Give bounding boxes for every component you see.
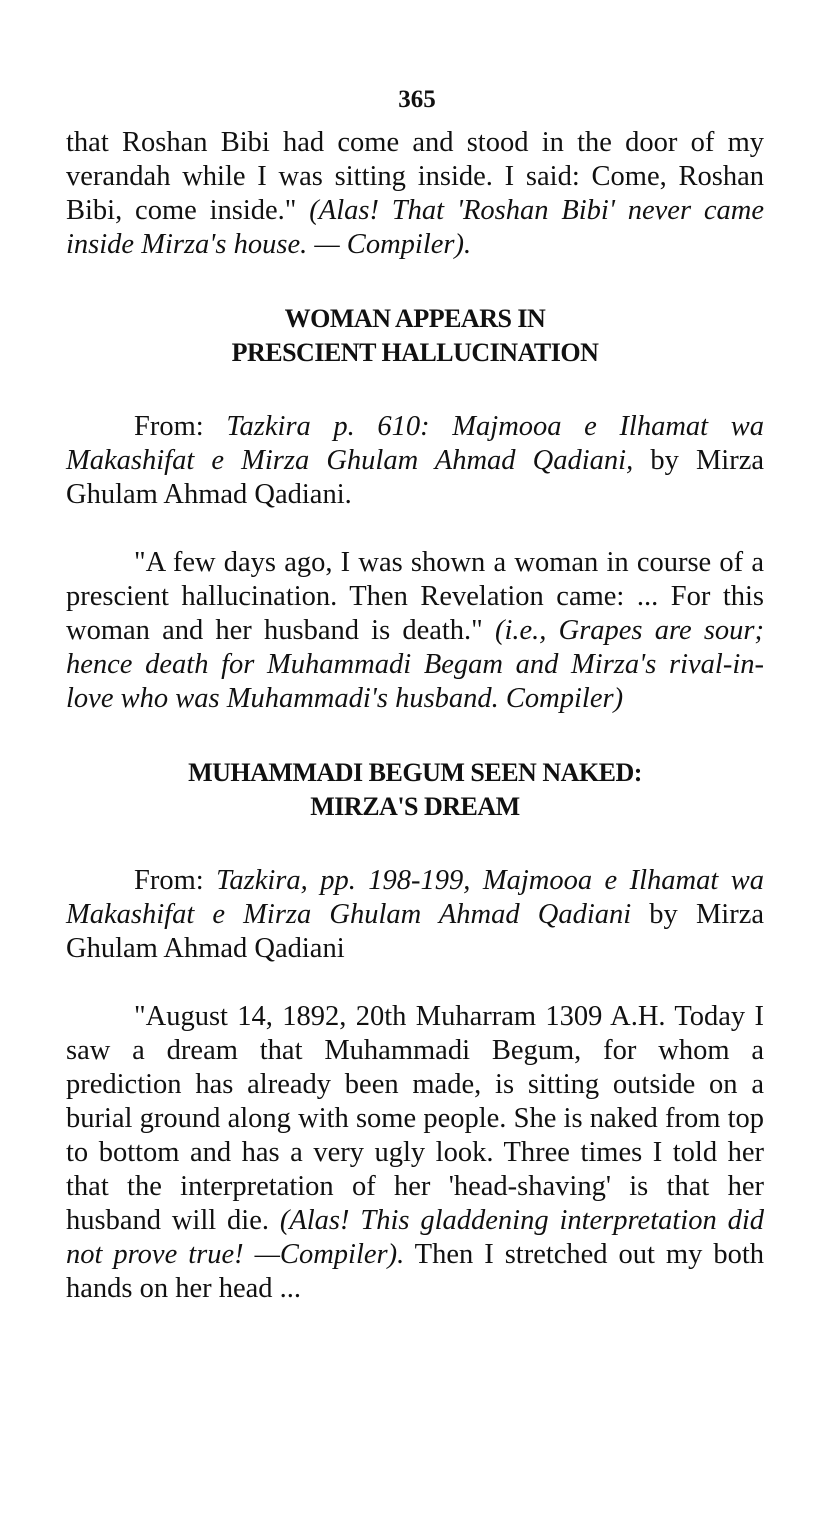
source-prefix: From:: [134, 865, 217, 896]
quote-text: "August 14, 1892, 20th Muharram 1309 A.H. Today I saw a dream that Muhammadi Begum, for whom a prediction has already been made, is sitting outside on a burial ground along with some people. She is naked from top to bottom and has a very ugly look. Three times I told her that the interpretation of her 'head-shaving' is that her husband will die.: [66, 1001, 764, 1236]
heading-line: MUHAMMADI BEGUM SEEN NAKED:: [188, 758, 642, 787]
heading-line: PRESCIENT HALLUCINATION: [231, 338, 599, 367]
section-heading-naked-dream: [66, 756, 764, 824]
quote-paragraph: [66, 1000, 764, 1306]
source-title: Tazkira, pp. 198-199, Majmooa e Ilhamat wa Makashifat e Mirza Ghulam Ahmad Qadiani: [66, 865, 764, 930]
intro-paragraph: [66, 126, 764, 262]
source-citation: [66, 410, 764, 512]
source-citation: [66, 864, 764, 966]
quote-text-end: Then I stretched out my both hands on her head ...: [66, 1239, 765, 1304]
quote-compiler-note: (Alas! This gladdening interpretation did not prove true! —Compiler).: [66, 1205, 764, 1270]
intro-compiler-note: (Alas! That 'Roshan Bibi' never came inside Mirza's house. — Compiler).: [66, 195, 765, 260]
source-title: Tazkira p. 610: Majmooa e Ilhamat wa Makashifat e Mirza Ghulam Ahmad Qadiani,: [66, 411, 764, 476]
source-author: by Mirza Ghulam Ahmad Qadiani.: [66, 445, 764, 510]
heading-line: WOMAN APPEARS IN: [284, 304, 546, 333]
quote-paragraph: [66, 546, 764, 716]
intro-text: that Roshan Bibi had come and stood in the door of my verandah while I was sitting inside. I said: Come, Roshan Bibi, come inside.": [66, 127, 764, 226]
quote-text: "A few days ago, I was shown a woman in course of a prescient hallucination. Then Revelation came: ... For this woman and her husband is death.": [66, 547, 764, 646]
heading-line: MIRZA'S DREAM: [310, 792, 520, 821]
source-prefix: From:: [134, 411, 227, 442]
book-page: [66, 86, 764, 1306]
quote-compiler-note: (i.e., Grapes are sour; hence death for Muhammadi Begam and Mirza's rival-in-love who was Muhammadi's husband. Compiler): [66, 615, 764, 714]
section-heading-woman-appears: [66, 302, 764, 370]
source-author: by Mirza Ghulam Ahmad Qadiani: [66, 899, 764, 964]
page-number: 365: [398, 86, 436, 113]
